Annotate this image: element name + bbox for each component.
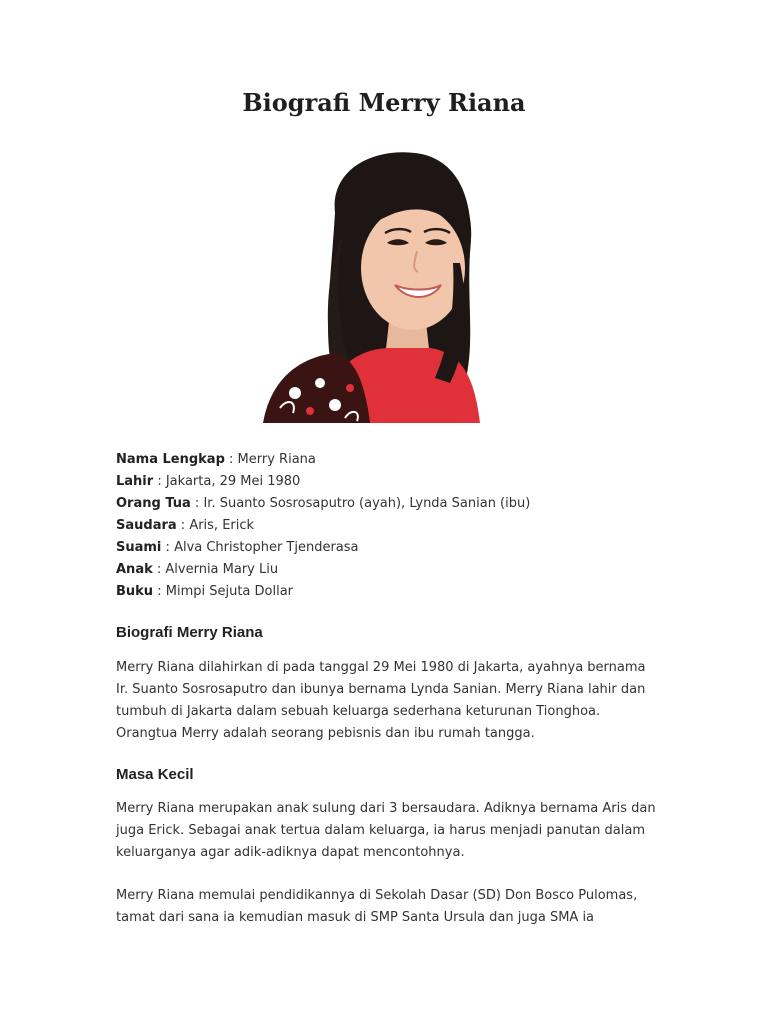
biodata-list (116, 449, 676, 603)
fact-row-buku (116, 581, 676, 603)
paragraph-masa-kecil-1: Merry Riana merupakan anak sulung dari 3 bersaudara. Adiknya bernama Aris dan juga Erick. Sebagai anak tertua dalam keluarga, ia harus menjadi panutan dalam keluarganya agar adik-adiknya dapat mencontohnya. (116, 801, 656, 860)
fact-row-nama-lengkap (116, 449, 676, 471)
paragraph-biografi: Merry Riana dilahirkan di pada tanggal 29 Mei 1980 di Jakarta, ayahnya bernama Ir. Suanto Sosrosaputro dan ibunya bernama Lynda Sanian. Merry Riana lahir dan tumbuh di Jakarta dalam sebuah keluarga sederhana keturunan Tionghoa. Orangtua Merry adalah seorang pebisnis dan ibu rumah tangga. (116, 660, 646, 741)
fact-separator: : (161, 540, 175, 555)
fact-value: Aris, Erick (189, 518, 255, 533)
paragraph-masa-kecil-2: Merry Riana memulai pendidikannya di Sekolah Dasar (SD) Don Bosco Pulomas, tamat dari sana ia kemudian masuk di SMP Santa Ursula dan juga SMA ia (116, 888, 638, 925)
portrait-photo (225, 143, 543, 423)
fact-separator: : (153, 474, 166, 489)
fact-value: Ir. Suanto Sosrosaputro (ayah), Lynda Sanian (ibu) (203, 496, 531, 511)
fact-row-saudara (116, 515, 676, 537)
portrait-illustration (225, 143, 543, 423)
fact-value: Jakarta, 29 Mei 1980 (165, 474, 301, 489)
fact-separator: : (152, 562, 166, 577)
fact-label: Nama Lengkap (116, 452, 225, 467)
fact-separator: : (153, 584, 166, 599)
fact-label: Saudara (116, 518, 177, 533)
fact-row-suami (116, 537, 676, 559)
fact-label: Orang Tua (116, 496, 191, 511)
fact-label: Suami (116, 540, 162, 555)
fact-row-anak (116, 559, 676, 581)
section-heading-masa-kecil: Masa Kecil (116, 766, 194, 783)
fact-label: Anak (116, 562, 153, 577)
fact-label: Buku (116, 584, 154, 599)
fact-separator: : (224, 452, 238, 467)
fact-value: Alva Christopher Tjenderasa (174, 540, 359, 555)
fact-separator: : (190, 496, 204, 511)
fact-value: Mimpi Sejuta Dollar (165, 584, 294, 599)
fact-separator: : (176, 518, 190, 533)
fact-row-lahir (116, 471, 676, 493)
fact-row-orang-tua (116, 493, 676, 515)
page-title: Biografi Merry Riana (242, 88, 526, 117)
fact-value: Merry Riana (237, 452, 316, 467)
fact-label: Lahir (116, 474, 154, 489)
fact-value: Alvernia Mary Liu (165, 562, 279, 577)
section-heading-biografi: Biografi Merry Riana (116, 624, 263, 641)
